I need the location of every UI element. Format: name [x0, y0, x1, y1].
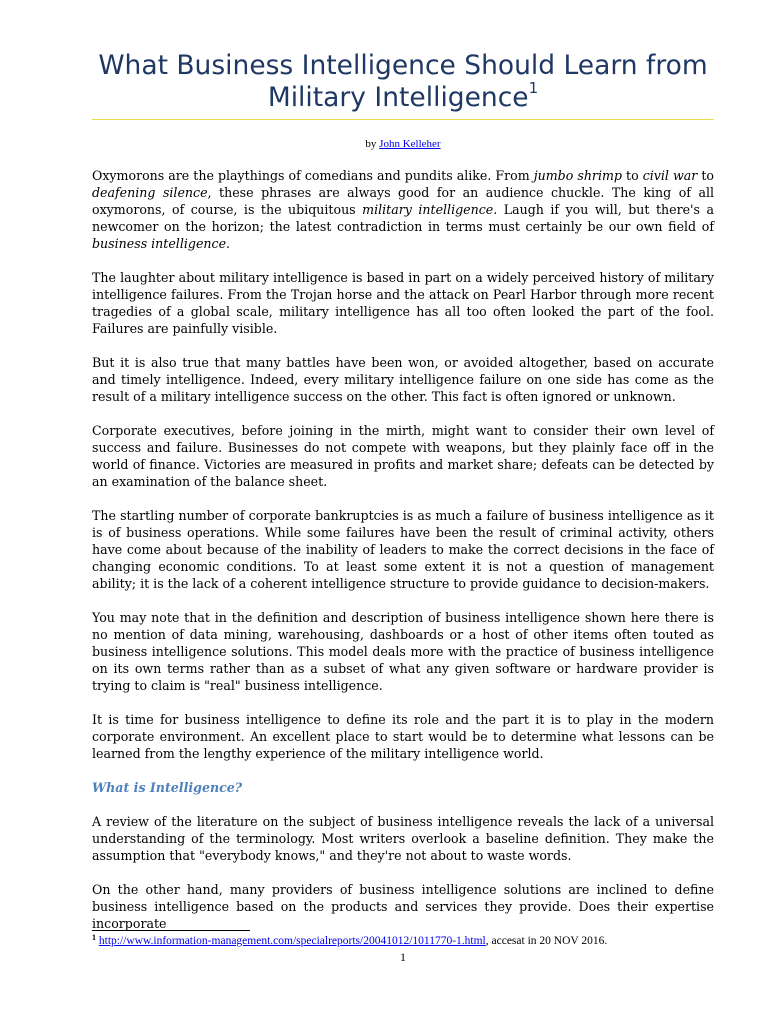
p1-italic-business-intelligence: business intelligence	[92, 236, 227, 251]
author-link[interactable]: John Kelleher	[379, 138, 441, 150]
byline-prefix: by	[365, 138, 377, 150]
p1-italic-deafening-silence: deafening silence	[92, 185, 208, 200]
article-body	[92, 167, 714, 932]
p1-text-c: to	[621, 168, 643, 183]
paragraph-7: It is time for business intelligence to define its role and the part it is to play in the modern corporate environment. An excellent place to start would be to determine what lessons can be learned from the lengthy experience of the military intelligence world.	[92, 712, 714, 761]
p1-italic-jumbo-shrimp: jumbo shrimp	[533, 168, 622, 183]
paragraph-4: Corporate executives, before joining in the mirth, might want to consider their own level of success and failure. Businesses do not compete with weapons, but they plainly face off in the world of finance. Victories are measured in profits and market share; defeats can be detected by an examination of the balance sheet.	[92, 423, 714, 489]
title-text: What Business Intelligence Should Learn from Military Intelligence	[98, 50, 708, 113]
paragraph-2: The laughter about military intelligence is based in part on a widely perceived history of military intelligence failures. From the Trojan horse and the attack on Pearl Harbor through more recent tragedies of a global scale, military intelligence has all too often looked the part of the fool. Failures are painfully visible.	[92, 270, 714, 336]
title-underline-rule	[92, 119, 714, 120]
paragraph-3: But it is also true that many battles have been won, or avoided altogether, based on accurate and timely intelligence. Indeed, every military intelligence failure on one side has come as the result of a military intelligence success on the other. This fact is often ignored or unknown.	[92, 355, 714, 404]
paragraph-9: On the other hand, many providers of business intelligence solutions are inclined to define business intelligence based on the products and services they provide. Does their expertise incorporate	[92, 882, 714, 931]
p1-text-g: , these phrases are always good for an audience chuckle. The king of all oxymorons, of course, is the ubiquitous	[92, 185, 715, 217]
paragraph-6: You may note that in the definition and description of business intelligence shown here there is no mention of data mining, warehousing, dashboards or a host of other items often touted as business intelligence solutions. This model deals more with the practice of business intelligence on its own terms rather than as a subset of what any given software or hardware provider is trying to claim is "real" business intelligence.	[92, 610, 714, 693]
footnote-suffix: , accesat in 20 NOV 2016.	[485, 935, 608, 947]
p1-italic-civil-war: civil war	[642, 168, 698, 183]
section-heading: What is Intelligence?	[92, 780, 243, 795]
byline	[92, 138, 714, 150]
paragraph-8: A review of the literature on the subject of business intelligence reveals the lack of a universal understanding of the terminology. Most writers overlook a baseline definition. They make the assumption that "everybody knows," and they're not about to waste words.	[92, 814, 714, 863]
footnote	[92, 934, 714, 948]
title-footnote-marker[interactable]: 1	[528, 79, 539, 97]
footnote-url-link[interactable]: http://www.information-management.com/specialreports/20041012/1011770-1.html	[98, 935, 486, 947]
page-number: 1	[400, 950, 406, 964]
p1-text-i: . Laugh if you will, but there's a newcomer on the horizon; the latest contradiction in terms must certainly be our own field of	[92, 202, 714, 234]
p1-text-e: to	[697, 168, 714, 183]
paragraph-1	[92, 167, 714, 252]
paragraph-5: The startling number of corporate bankruptcies is as much a failure of business intelligence as it is of business operations. While some failures have been the result of criminal activity, others have come about because of the inability of leaders to make the correct decisions in the face of changing economic conditions. To at least some extent it is not a question of management ability; it is the lack of a coherent intelligence structure to provide guidance to decision-makers.	[92, 508, 714, 591]
p1-italic-military-intelligence: military intelligence	[362, 202, 494, 217]
p1-text-a: Oxymorons are the playthings of comedians and pundits alike. From	[92, 168, 534, 183]
footnote-separator	[92, 930, 250, 931]
footnote-marker: 1	[92, 933, 96, 942]
document-title	[92, 50, 714, 114]
p1-text-k: .	[226, 236, 231, 251]
